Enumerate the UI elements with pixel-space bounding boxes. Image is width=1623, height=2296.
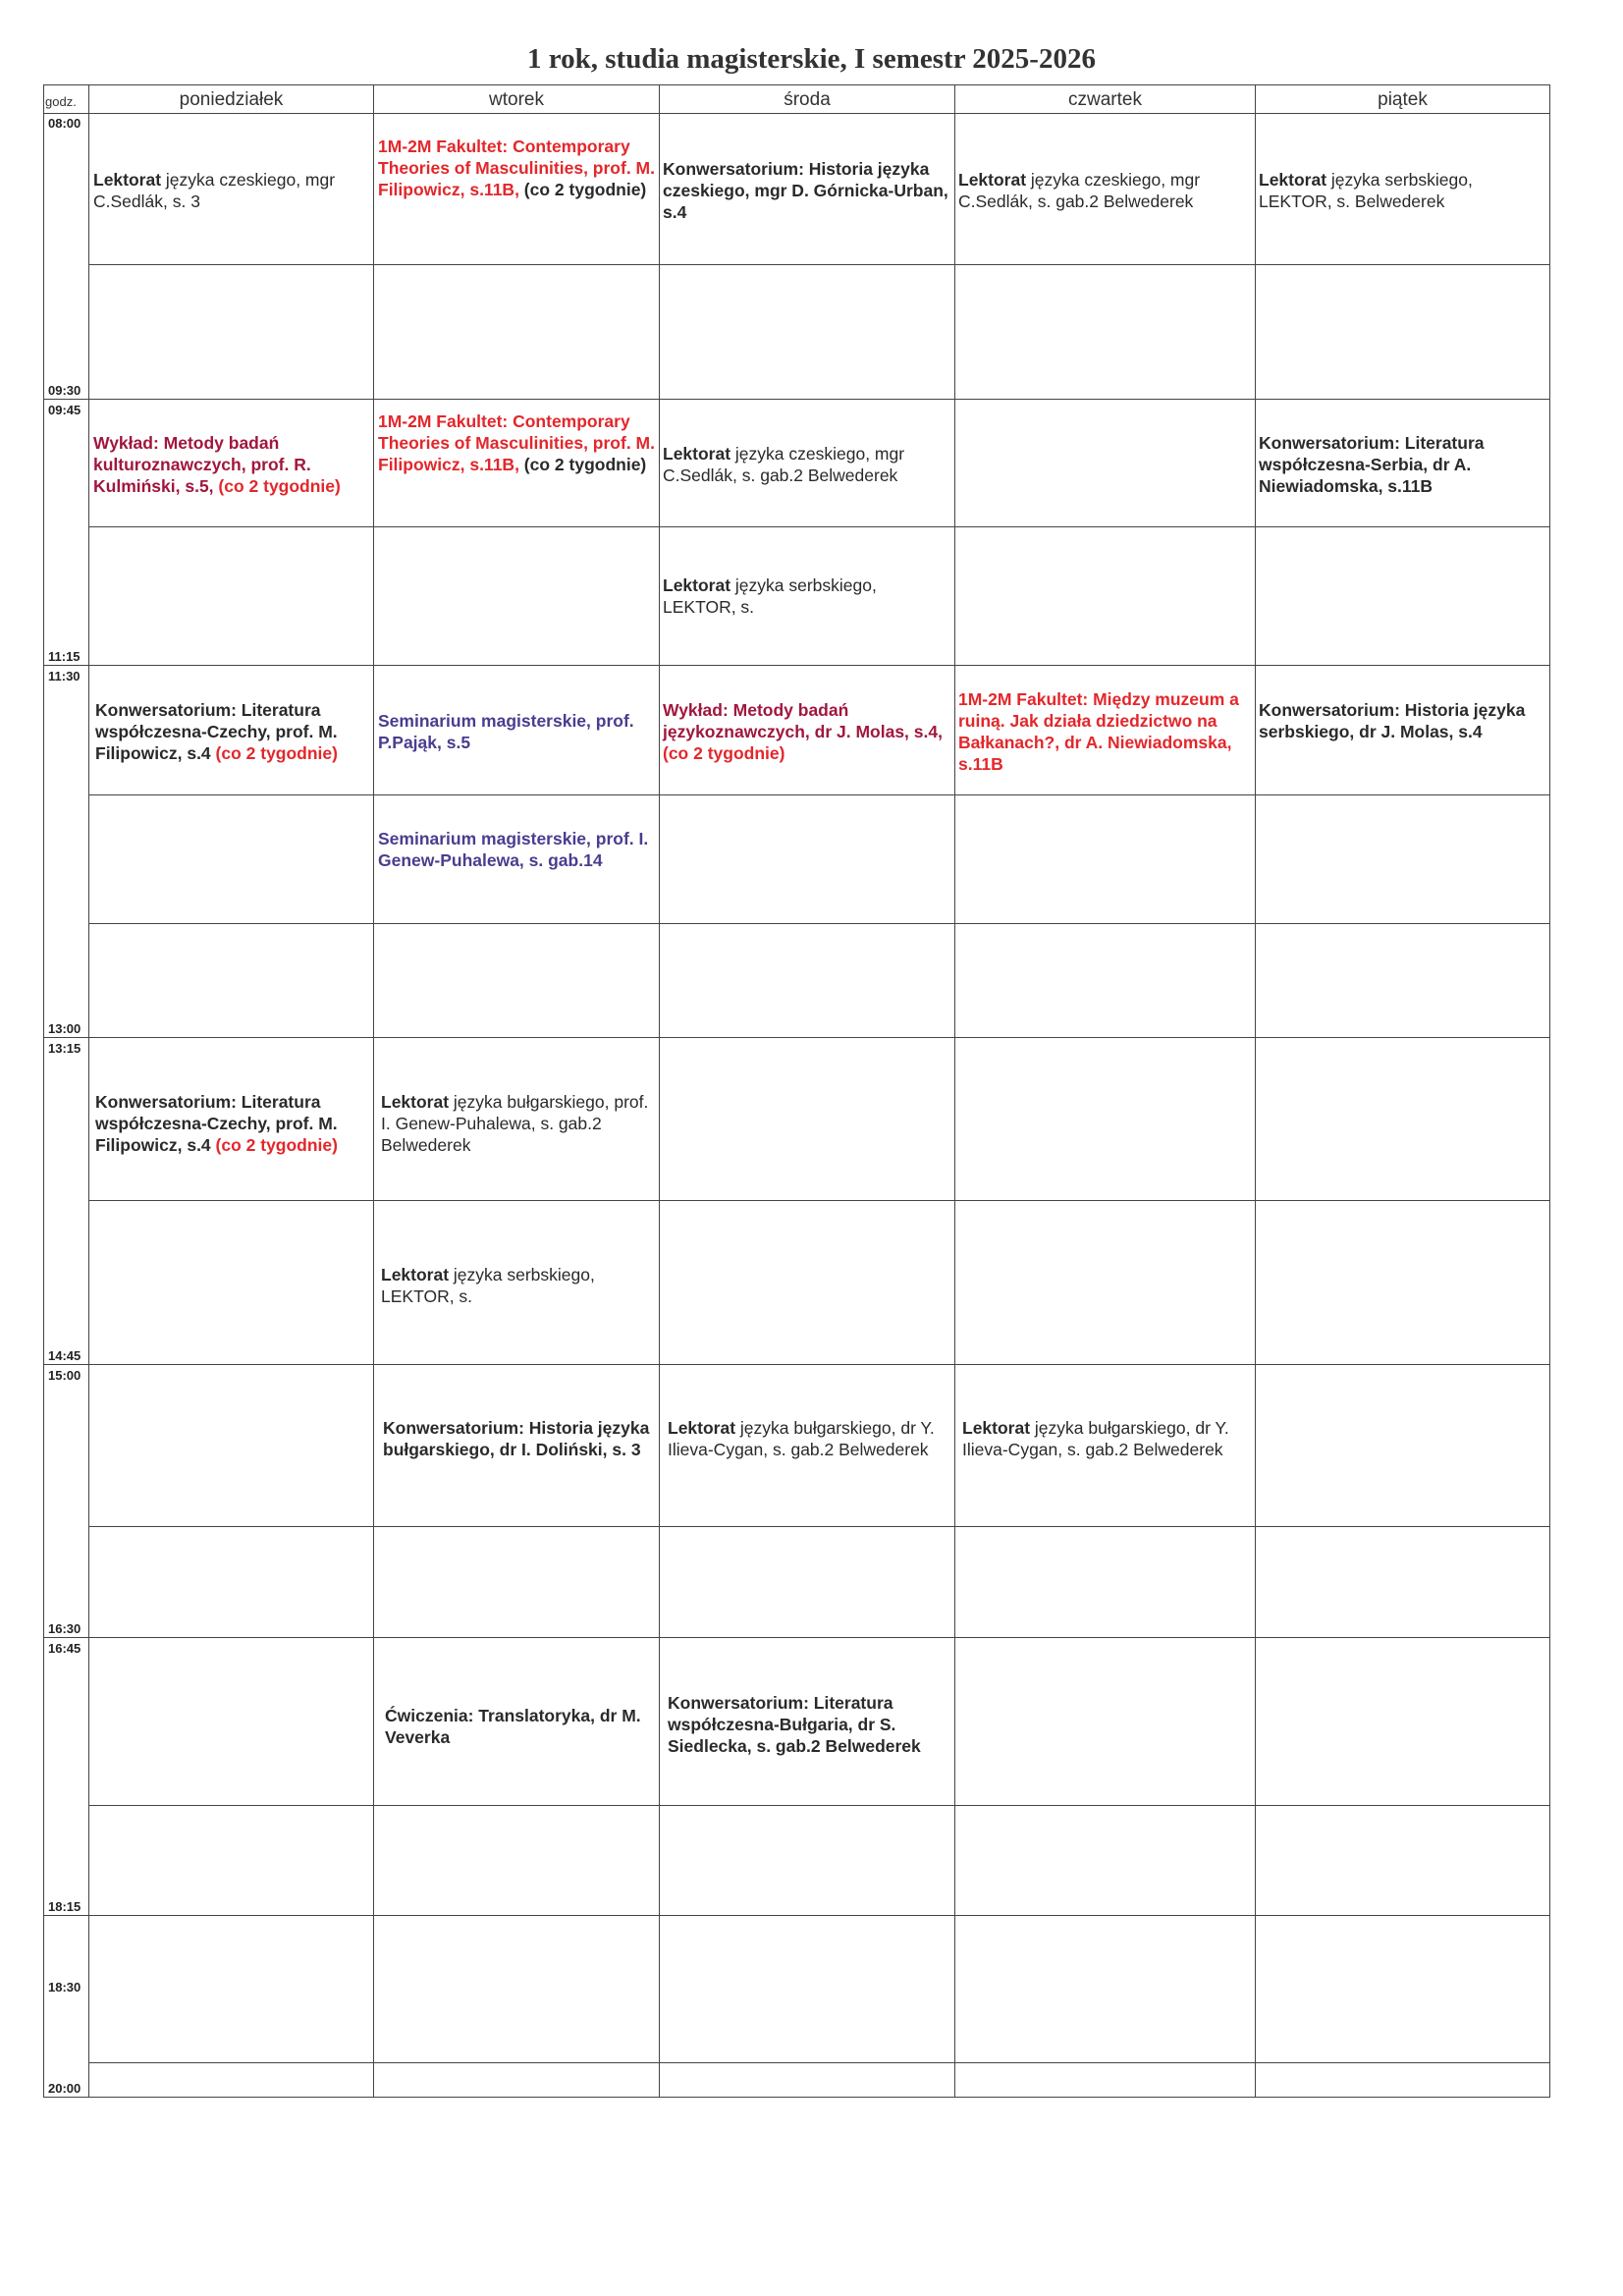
class-entry-mon-1130: Konwersatorium: Literatura współczesna-Czechy, prof. M. Filipowicz, s.4 (co 2 tygodnie) <box>95 700 338 763</box>
class-entry-thu-1500: Lektorat języka bułgarskiego, dr Y. Ilieva-Cygan, s. gab.2 Belwederek <box>962 1418 1229 1459</box>
time-label: 20:00 <box>48 2081 81 2096</box>
time-label: 13:15 <box>48 1041 81 1056</box>
class-entry-tue-0945: 1M-2M Fakultet: Contemporary Theories of Masculinities, prof. M. Filipowicz, s.11B, (co 2 tygodnie) <box>378 411 655 474</box>
class-entry-tue-1500: Konwersatorium: Historia języka bułgarskiego, dr I. Doliński, s. 3 <box>383 1418 650 1459</box>
time-label: 09:30 <box>48 383 81 398</box>
time-label: 08:00 <box>48 116 81 131</box>
class-entry-fri-0945: Konwersatorium: Literatura współczesna-Serbia, dr A. Niewiadomska, s.11B <box>1259 433 1485 496</box>
time-label: 13:00 <box>48 1021 81 1036</box>
class-entry-mon-0945: Wykład: Metody badań kulturoznawczych, prof. R. Kulmiński, s.5, (co 2 tygodnie) <box>93 433 341 496</box>
page-title: 1 rok, studia magisterskie, I semestr 2025-2026 <box>527 43 1096 75</box>
class-entry-wed-1500: Lektorat języka bułgarskiego, dr Y. Ilieva-Cygan, s. gab.2 Belwederek <box>668 1418 935 1459</box>
time-label: 09:45 <box>48 403 81 417</box>
class-entry-wed-0800: Konwersatorium: Historia języka czeskiego, mgr D. Górnicka-Urban, s.4 <box>663 159 948 222</box>
header-day-thursday: czwartek <box>1068 89 1142 110</box>
header-godz: godz. <box>45 94 77 109</box>
time-label: 14:45 <box>48 1348 81 1363</box>
class-entry-wed-0945: Lektorat języka czeskiego, mgr C.Sedlák, s. gab.2 Belwederek <box>663 444 905 485</box>
class-entry-thu-0800: Lektorat języka czeskiego, mgr C.Sedlák, s. gab.2 Belwederek <box>958 170 1201 211</box>
header-day-tuesday: wtorek <box>489 89 544 110</box>
time-label: 18:15 <box>48 1899 81 1914</box>
class-entry-mon-1315: Konwersatorium: Literatura współczesna-Czechy, prof. M. Filipowicz, s.4 (co 2 tygodnie) <box>95 1092 338 1155</box>
class-entry-fri-0800: Lektorat języka serbskiego, LEKTOR, s. Belwederek <box>1259 170 1473 211</box>
class-entry-tue-1130b: Seminarium magisterskie, prof. I. Genew-Puhalewa, s. gab.14 <box>378 829 649 870</box>
class-entry-mon-0800: Lektorat języka czeskiego, mgr C.Sedlák, s. 3 <box>93 170 336 211</box>
class-entry-wed-0945b: Lektorat języka serbskiego, LEKTOR, s. <box>663 575 877 617</box>
class-entry-tue-1315: Lektorat języka bułgarskiego, prof. I. Genew-Puhalewa, s. gab.2 Belwederek <box>381 1092 649 1155</box>
class-entry-thu-1130: 1M-2M Fakultet: Między muzeum a ruiną. Jak działa dziedzictwo na Bałkanach?, dr A. Niewiadomska, s.11B <box>958 689 1239 774</box>
class-entry-tue-0800: 1M-2M Fakultet: Contemporary Theories of Masculinities, prof. M. Filipowicz, s.11B, (co 2 tygodnie) <box>378 137 655 199</box>
time-label: 16:45 <box>48 1641 81 1656</box>
header-day-monday: poniedziałek <box>179 89 284 110</box>
class-entry-wed-1130: Wykład: Metody badań językoznawczych, dr J. Molas, s.4, (co 2 tygodnie) <box>663 700 943 763</box>
class-entry-fri-1130: Konwersatorium: Historia języka serbskiego, dr J. Molas, s.4 <box>1259 700 1526 741</box>
class-entry-wed-1645: Konwersatorium: Literatura współczesna-Bułgaria, dr S. Siedlecka, s. gab.2 Belwederek <box>668 1693 921 1756</box>
time-label: 11:15 <box>48 649 81 664</box>
time-label: 11:30 <box>48 669 81 683</box>
time-label: 18:30 <box>48 1980 81 1995</box>
time-label: 15:00 <box>48 1368 81 1383</box>
class-entry-tue-1645: Ćwiczenia: Translatoryka, dr M. Veverka <box>385 1706 641 1747</box>
header-day-wednesday: środa <box>784 89 831 110</box>
header-day-friday: piątek <box>1378 89 1428 110</box>
time-label: 16:30 <box>48 1621 81 1636</box>
class-entry-tue-1130: Seminarium magisterskie, prof. P.Pająk, s.5 <box>378 711 634 752</box>
class-entry-tue-1315b: Lektorat języka serbskiego, LEKTOR, s. <box>381 1265 595 1306</box>
